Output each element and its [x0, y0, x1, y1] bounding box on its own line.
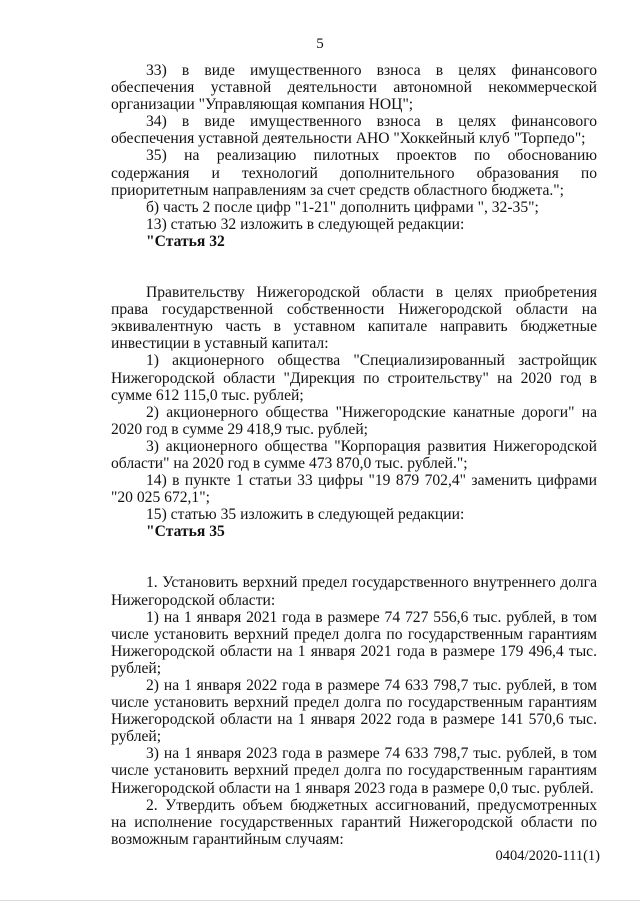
paragraph: 1) акционерного общества "Специализированный застройщик Нижегородской области "Дирекция по строительству" на 2020 год в сумме 612 115,0 тыс. рублей;: [111, 352, 597, 404]
article-35-heading: "Статья 35: [146, 523, 225, 541]
paragraph: 14) в пункте 1 статьи 33 цифры "19 879 702,4" заменить цифрами "20 025 672,1";: [111, 472, 597, 507]
paragraph: 35) на реализацию пилотных проектов по обоснованию содержания и технологий дополнительного образования по приоритетным направлениям за счет средств областного бюджета.";: [111, 147, 597, 199]
paragraph: 2) на 1 января 2022 года в размере 74 633 798,7 тыс. рублей, в том числе установить верхний предел долга по государственным гарантиям Нижегородской области на 1 января 2022 года в размере 141 570,6 тыс. рублей;: [111, 677, 597, 746]
page-bottom-rule: [0, 900, 640, 901]
paragraph: 34) в виде имущественного взноса в целях финансового обеспечения уставной деятельности АНО "Хоккейный клуб "Торпедо";: [111, 113, 597, 148]
paragraph: 33) в виде имущественного взноса в целях финансового обеспечения уставной деятельности автономной некоммерческой организации "Управляющая компания НОЦ";: [111, 62, 597, 114]
paragraph: 3) на 1 января 2023 года в размере 74 633 798,7 тыс. рублей, в том числе установить верхний предел долга по государственным гарантиям Нижегородской области на 1 января 2023 года в размере 0,0 тыс. рублей.: [111, 745, 597, 797]
page-number: 5: [316, 36, 324, 52]
paragraph: 13) статью 32 изложить в следующей редакции:: [146, 215, 465, 233]
paragraph: 2. Утвердить объем бюджетных ассигнований, предусмотренных на исполнение государственных гарантий Нижегородской области по возможным гарантийным случаям:: [111, 796, 597, 848]
article-32-heading: "Статья 32: [146, 232, 225, 250]
paragraph: 1. Установить верхний предел государственного внутреннего долга Нижегородской области:: [111, 574, 597, 609]
paragraph: б) часть 2 после цифр "1-21" дополнить цифрами ", 32-35";: [146, 198, 539, 216]
paragraph: 2) акционерного общества "Нижегородские канатные дороги" на 2020 год в сумме 29 418,9 тыс. рублей;: [111, 403, 597, 438]
paragraph: 1) на 1 января 2021 года в размере 74 727 556,6 тыс. рублей, в том числе установить верхний предел долга по государственным гарантиям Нижегородской области на 1 января 2021 года в размере 179 496,4 тыс. рублей;: [111, 608, 597, 677]
document-code: 0404/2020-111(1): [495, 848, 600, 864]
paragraph: 15) статью 35 изложить в следующей редакции:: [146, 506, 465, 524]
paragraph: 3) акционерного общества "Корпорация развития Нижегородской области" на 2020 год в сумме 473 870,0 тыс. рублей.";: [111, 437, 597, 472]
paragraph: Правительству Нижегородской области в целях приобретения права государственной собственности Нижегородской области на эквивалентную часть в уставном капитале направить бюджетные инвестиции в уставный капитал:: [111, 284, 597, 353]
document-body: [111, 62, 597, 848]
